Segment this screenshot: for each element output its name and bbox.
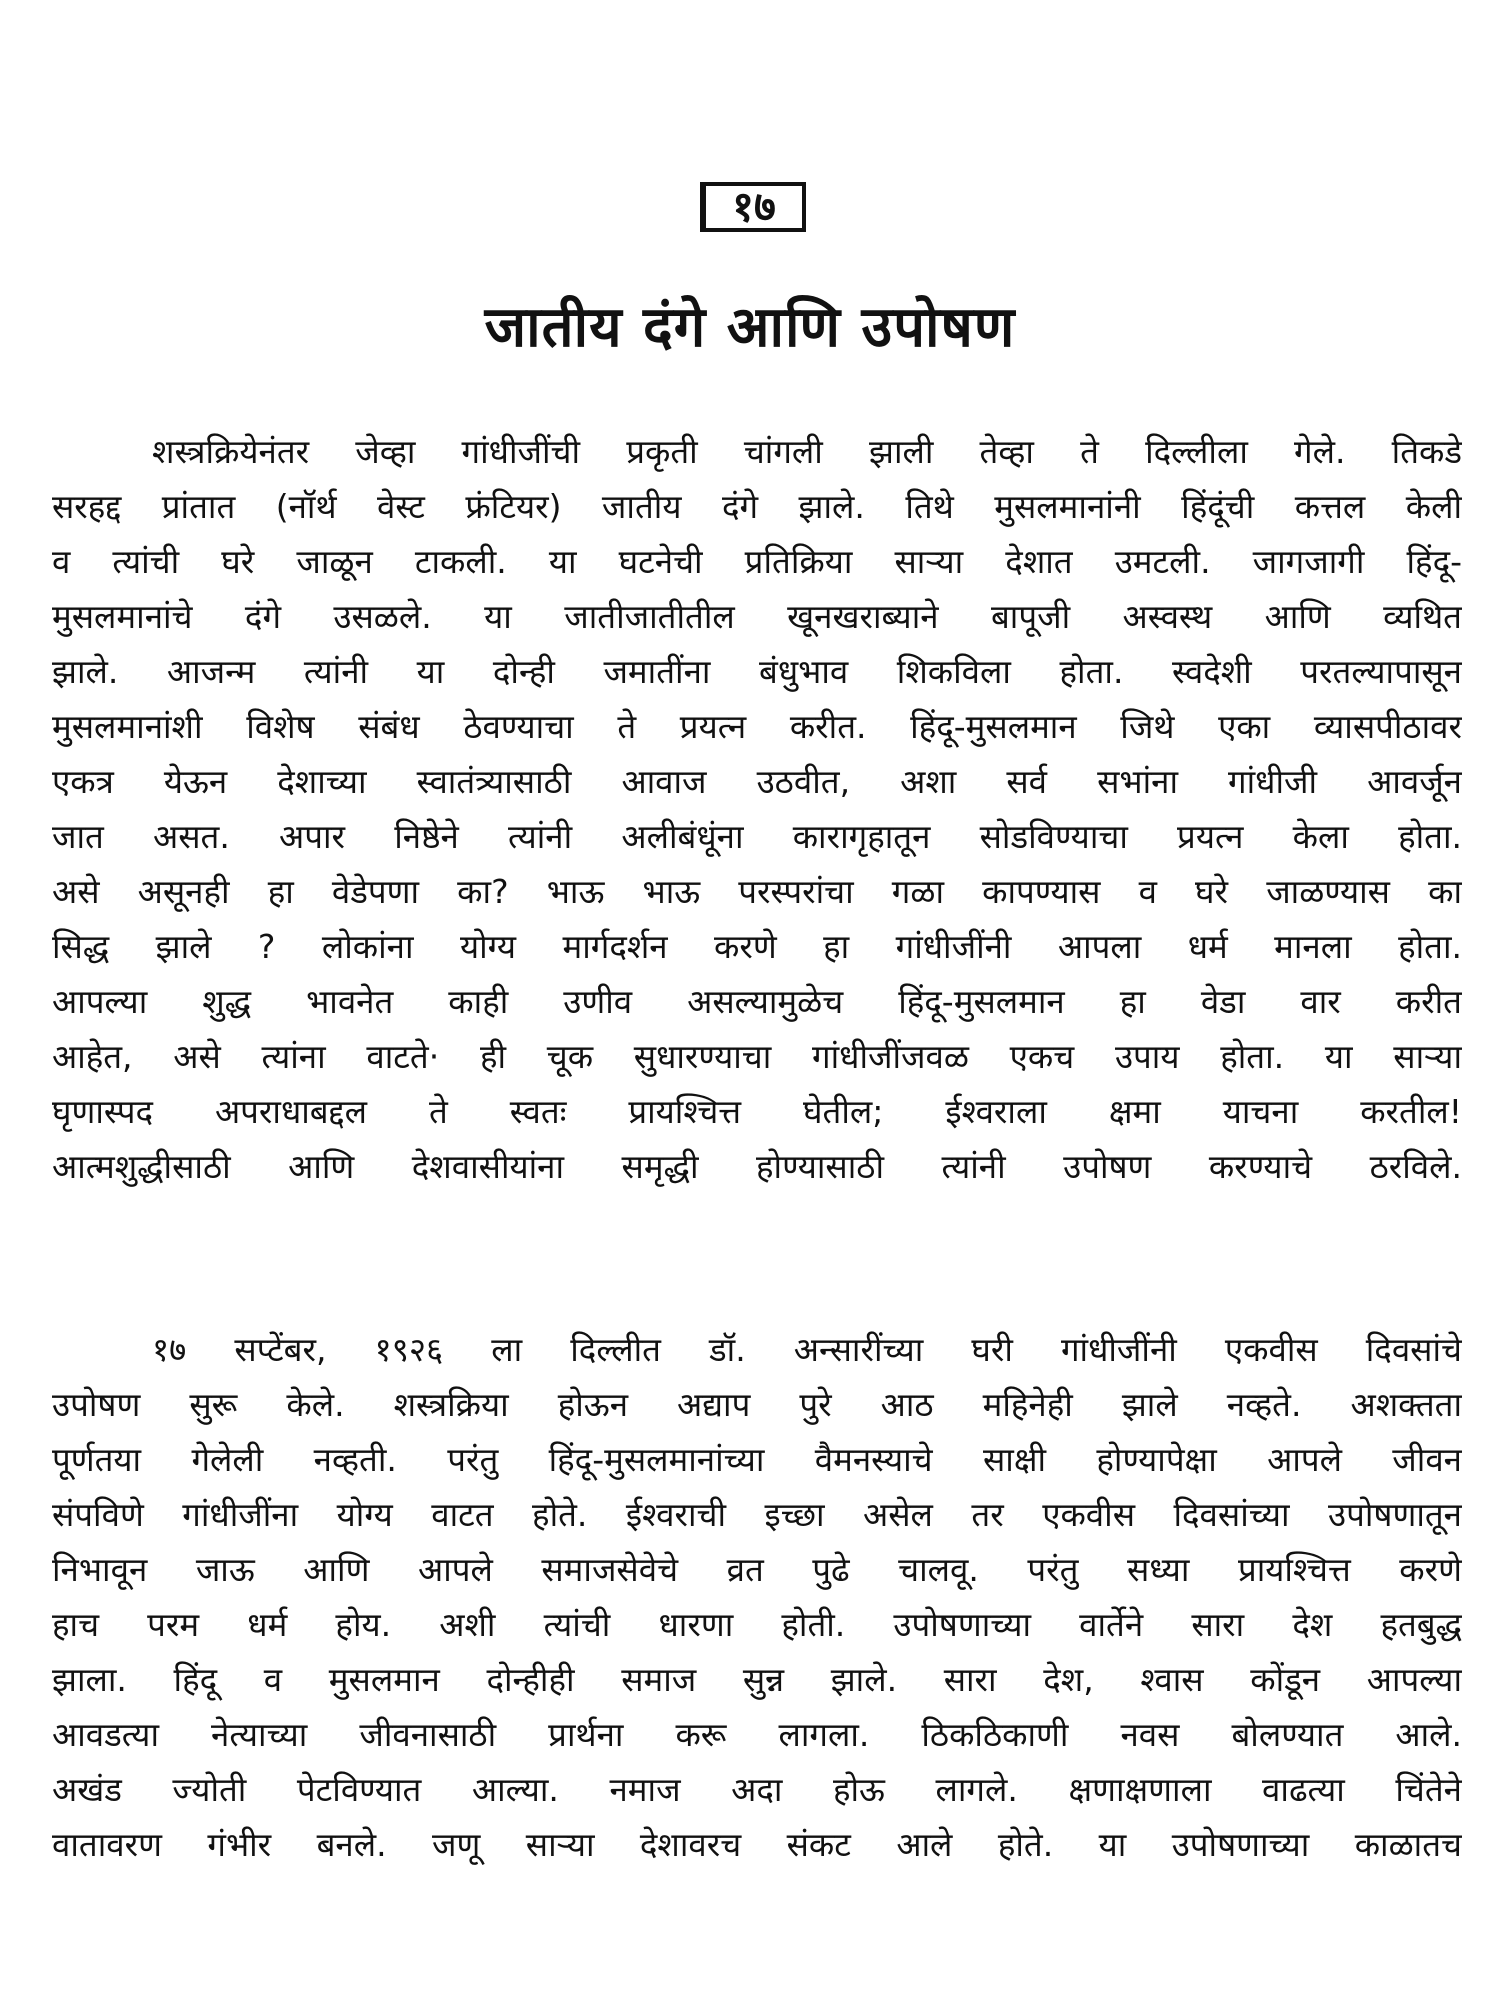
paragraph-line: मुसलमानांशी विशेष संबंध ठेवण्याचा ते प्रयत्न करीत. हिंदू-मुसलमान जिथे एका व्यासपीठावर bbox=[52, 707, 1462, 746]
paragraph-1 bbox=[52, 424, 1462, 1194]
paragraph-line: वातावरण गंभीर बनले. जणू साऱ्या देशावरच संकट आले होते. या उपोषणाच्या काळातच bbox=[52, 1825, 1462, 1864]
paragraph-line: सिद्ध झाले ? लोकांना योग्य मार्गदर्शन करणे हा गांधीजींनी आपला धर्म मानला होता. bbox=[52, 927, 1462, 966]
paragraph-line: शस्त्रक्रियेनंतर जेव्हा गांधीजींची प्रकृती चांगली झाली तेव्हा ते दिल्लीला गेले. तिकडे bbox=[152, 432, 1462, 471]
paragraph-line: आत्मशुद्धीसाठी आणि देशवासीयांना समृद्धी होण्यासाठी त्यांनी उपोषण करण्याचे ठरविले. bbox=[52, 1147, 1462, 1186]
chapter-number: १७ bbox=[732, 182, 776, 231]
paragraph-line: सरहद्द प्रांतात (नॉर्थ वेस्ट फ्रंटियर) जातीय दंगे झाले. तिथे मुसलमानांनी हिंदूंची कत्तल केली bbox=[52, 487, 1462, 526]
paragraph-line: पूर्णतया गेलेली नव्हती. परंतु हिंदू-मुसलमानांच्या वैमनस्याचे साक्षी होण्यापेक्षा आपले जीवन bbox=[52, 1440, 1462, 1479]
paragraph-line: आवडत्या नेत्याच्या जीवनासाठी प्रार्थना करू लागला. ठिकठिकाणी नवस बोलण्यात आले. bbox=[52, 1715, 1462, 1754]
paragraph-line: झाला. हिंदू व मुसलमान दोन्हीही समाज सुन्न झाले. सारा देश, श्वास कोंडून आपल्या bbox=[52, 1660, 1462, 1699]
paragraph-line: झाले. आजन्म त्यांनी या दोन्ही जमातींना बंधुभाव शिकविला होता. स्वदेशी परतल्यापासून bbox=[52, 652, 1462, 691]
paragraph-line: निभावून जाऊ आणि आपले समाजसेवेचे व्रत पुढे चालवू. परंतु सध्या प्रायश्चित्त करणे bbox=[52, 1550, 1462, 1589]
paragraph-2 bbox=[52, 1322, 1462, 1872]
paragraph-line: एकत्र येऊन देशाच्या स्वातंत्र्यासाठी आवाज उठवीत, अशा सर्व सभांना गांधीजी आवर्जून bbox=[52, 762, 1462, 801]
paragraph-line: आपल्या शुद्ध भावनेत काही उणीव असल्यामुळेच हिंदू-मुसलमान हा वेडा वार करीत bbox=[52, 982, 1462, 1021]
paragraph-line: जात असत. अपार निष्ठेने त्यांनी अलीबंधूंना कारागृहातून सोडविण्याचा प्रयत्न केला होता. bbox=[52, 817, 1462, 856]
chapter-number-box bbox=[700, 182, 806, 232]
chapter-title: जातीय दंगे आणि उपोषण bbox=[484, 295, 1016, 360]
paragraph-line: उपोषण सुरू केले. शस्त्रक्रिया होऊन अद्याप पुरे आठ महिनेही झाले नव्हते. अशक्तता bbox=[52, 1385, 1462, 1424]
paragraph-line: संपविणे गांधीजींना योग्य वाटत होते. ईश्वराची इच्छा असेल तर एकवीस दिवसांच्या उपोषणातून bbox=[52, 1495, 1462, 1534]
paragraph-line: असे असूनही हा वेडेपणा का? भाऊ भाऊ परस्परांचा गळा कापण्यास व घरे जाळण्यास का bbox=[52, 872, 1462, 911]
paragraph-line: घृणास्पद अपराधाबद्दल ते स्वतः प्रायश्चित्त घेतील; ईश्वराला क्षमा याचना करतील! bbox=[52, 1092, 1462, 1131]
paragraph-line: आहेत, असे त्यांना वाटते· ही चूक सुधारण्याचा गांधीजींजवळ एकच उपाय होता. या साऱ्या bbox=[52, 1037, 1462, 1076]
paragraph-line: व त्यांची घरे जाळून टाकली. या घटनेची प्रतिक्रिया साऱ्या देशात उमटली. जागजागी हिंदू- bbox=[52, 542, 1462, 581]
paragraph-line: मुसलमानांचे दंगे उसळले. या जातीजातीतील खूनखराब्याने बापूजी अस्वस्थ आणि व्यथित bbox=[52, 597, 1462, 636]
paragraph-line: हाच परम धर्म होय. अशी त्यांची धारणा होती. उपोषणाच्या वार्तेने सारा देश हतबुद्ध bbox=[52, 1605, 1462, 1644]
paragraph-line: १७ सप्टेंबर, १९२६ ला दिल्लीत डॉ. अन्सारींच्या घरी गांधीजींनी एकवीस दिवसांचे bbox=[152, 1330, 1462, 1369]
paragraph-line: अखंड ज्योती पेटविण्यात आल्या. नमाज अदा होऊ लागले. क्षणाक्षणाला वाढत्या चिंतेने bbox=[52, 1770, 1462, 1809]
